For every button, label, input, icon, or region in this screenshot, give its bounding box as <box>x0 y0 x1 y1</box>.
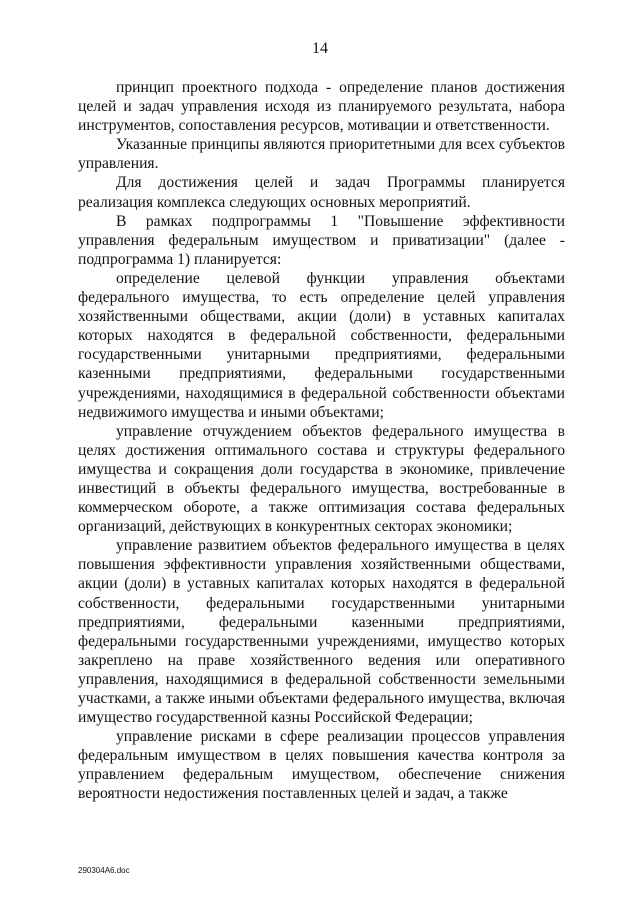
paragraph-risk-management: управление рисками в сфере реализации процессов управления федеральным имуществом в целях повышения качества контроля за управлением федеральным имуществом, обеспечение снижения вероятности недостижения поставленных целей и задач, а также <box>78 728 565 803</box>
paragraph-program-measures: Для достижения целей и задач Программы планируется реализация комплекса следующих основных мероприятий. <box>78 174 565 211</box>
document-filename: 290304A6.doc <box>78 866 130 875</box>
document-body <box>78 78 565 804</box>
paragraph-subprogram-1-intro: В рамках подпрограммы 1 "Повышение эффективности управления федеральным имуществом и приватизации" (далее - подпрограмма 1) планируется: <box>78 212 565 268</box>
page-number: 14 <box>312 40 328 57</box>
paragraph-project-approach: принцип проектного подхода - определение планов достижения целей и задач управления исходя из планируемого результата, набора инструментов, сопоставления ресурсов, мотивации и ответственности. <box>78 79 565 135</box>
paragraph-development-management: управление развитием объектов федерального имущества в целях повышения эффективности управления хозяйственными обществами, акции (доли) в уставных капиталах которых находятся в федеральной собственности, федеральными государственными унитарными предприятиями, федеральными казенными предприятиями, федеральными государственными учреждениями, имущество которых закреплено на праве хозяйственного ведения или оперативного управления, находящимися в федеральной собственности земельными участками, а также иными объектами федерального имущества, включая имущество государственной казны Российской Федерации; <box>78 537 565 727</box>
paragraph-target-function: определение целевой функции управления объектами федерального имущества, то есть определение целей управления хозяйственными обществами, акции (доли) в уставных капиталах которых находятся в федеральной собственности, федеральными государственными унитарными предприятиями, федеральными казенными предприятиями, федеральными государственными учреждениями, находящимися в федеральной собственности объектами недвижимого имущества и иными объектами; <box>78 269 565 421</box>
paragraph-principles-priority: Указанные принципы являются приоритетными для всех субъектов управления. <box>78 136 565 173</box>
paragraph-alienation-management: управление отчуждением объектов федерального имущества в целях достижения оптимального состава и структуры федерального имущества и сокращения доли государства в экономике, привлечение инвестиций в объекты федерального имущества, востребованные в коммерческом обороте, а также оптимизация состава федеральных организаций, действующих в конкурентных секторах экономики; <box>78 422 565 536</box>
